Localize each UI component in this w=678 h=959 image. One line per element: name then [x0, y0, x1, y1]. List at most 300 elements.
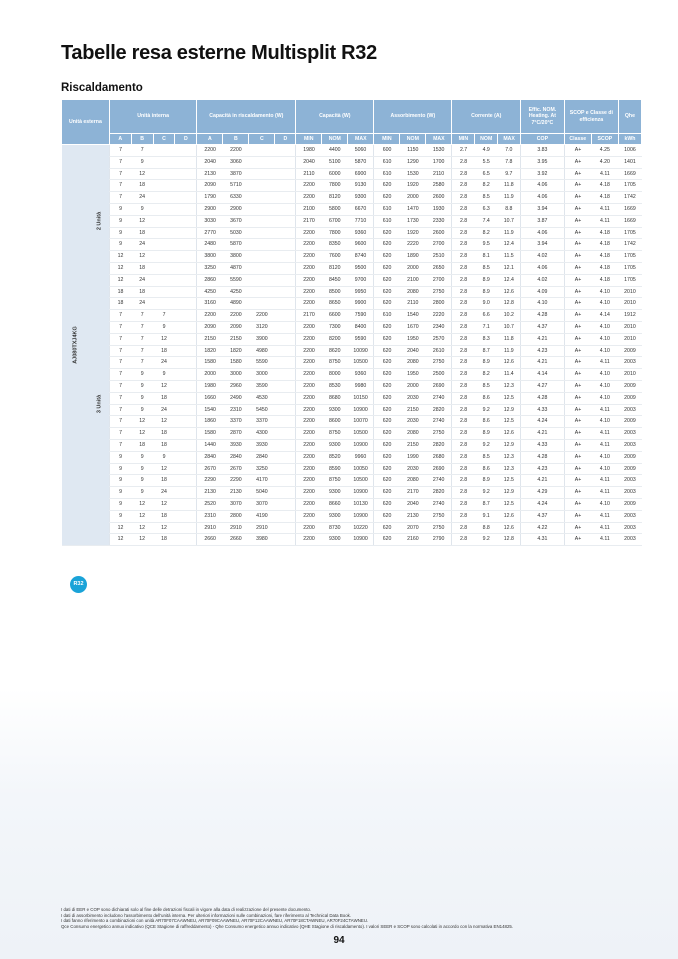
- table-cell: 2.8: [452, 522, 475, 534]
- table-cell: 2.8: [452, 286, 475, 298]
- table-cell: 12.6: [498, 428, 521, 440]
- table-cell: 9.7: [498, 168, 521, 180]
- subheader-cell: MAX: [348, 134, 374, 145]
- table-cell: 2003: [618, 475, 641, 487]
- table-cell: 2080: [400, 286, 426, 298]
- table-cell: 2170: [296, 215, 322, 227]
- table-cell: 8.5: [475, 451, 498, 463]
- table-cell: 3.94: [521, 203, 565, 215]
- table-cell: A+: [564, 522, 591, 534]
- header-unit-esterna: Unità esterna: [62, 100, 110, 145]
- table-cell: A+: [564, 404, 591, 416]
- table-cell: 3070: [249, 498, 275, 510]
- table-cell: 1669: [618, 203, 641, 215]
- table-cell: 1912: [618, 310, 641, 322]
- table-row: [62, 487, 642, 499]
- table-cell: 2.8: [452, 203, 475, 215]
- table-cell: 4170: [249, 475, 275, 487]
- table-cell: [249, 227, 275, 239]
- outdoor-unit-label: AJ080TXJ4KG: [72, 326, 79, 364]
- table-cell: 620: [374, 498, 400, 510]
- table-cell: [275, 498, 296, 510]
- table-row: [62, 156, 642, 168]
- table-cell: 2130: [400, 510, 426, 522]
- table-cell: 1890: [400, 251, 426, 263]
- table-cell: 12.5: [498, 475, 521, 487]
- table-cell: 7: [131, 357, 153, 369]
- table-cell: A+: [564, 451, 591, 463]
- table-cell: [175, 203, 197, 215]
- table-cell: 7: [109, 333, 131, 345]
- table-cell: [175, 475, 197, 487]
- table-cell: 12.6: [498, 286, 521, 298]
- table-cell: 1540: [400, 310, 426, 322]
- table-cell: [175, 168, 197, 180]
- table-cell: [249, 239, 275, 251]
- table-cell: 4.11: [591, 203, 618, 215]
- table-cell: A+: [564, 298, 591, 310]
- table-cell: 4.18: [591, 227, 618, 239]
- table-cell: 9: [109, 215, 131, 227]
- table-cell: 620: [374, 404, 400, 416]
- table-cell: 9300: [322, 510, 348, 522]
- table-cell: 2.8: [452, 298, 475, 310]
- table-cell: 2009: [618, 345, 641, 357]
- table-cell: A+: [564, 215, 591, 227]
- table-cell: 2750: [426, 286, 452, 298]
- table-cell: 18: [109, 286, 131, 298]
- table-row: [62, 298, 642, 310]
- table-cell: 2820: [426, 404, 452, 416]
- table-cell: 4.33: [521, 439, 565, 451]
- table-cell: 2.8: [452, 310, 475, 322]
- table-cell: 10220: [348, 522, 374, 534]
- table-cell: 7800: [322, 227, 348, 239]
- table-cell: 1705: [618, 262, 641, 274]
- table-cell: 2003: [618, 510, 641, 522]
- table-cell: [175, 522, 197, 534]
- table-cell: 2170: [296, 310, 322, 322]
- table-cell: 2009: [618, 380, 641, 392]
- table-cell: 4.02: [521, 274, 565, 286]
- table-cell: 620: [374, 369, 400, 381]
- table-cell: [249, 168, 275, 180]
- table-cell: [275, 321, 296, 333]
- table-cell: [175, 145, 197, 157]
- table-cell: 10900: [348, 487, 374, 499]
- table-cell: A+: [564, 510, 591, 522]
- table-cell: [175, 404, 197, 416]
- table-cell: 12: [131, 534, 153, 546]
- table-cell: 2820: [426, 487, 452, 499]
- subheader-cell: SCOP: [591, 134, 618, 145]
- table-cell: 2010: [618, 286, 641, 298]
- header-row-main: [62, 100, 642, 134]
- subheader-cell: D: [275, 134, 296, 145]
- table-cell: 9590: [348, 333, 374, 345]
- table-cell: 2670: [223, 463, 249, 475]
- table-cell: 4.23: [521, 463, 565, 475]
- table-cell: 2030: [400, 392, 426, 404]
- table-cell: 4.9: [475, 145, 498, 157]
- table-cell: 4.11: [591, 428, 618, 440]
- table-cell: 4.18: [591, 251, 618, 263]
- table-cell: [175, 380, 197, 392]
- table-cell: 10500: [348, 357, 374, 369]
- subheader-cell: B: [223, 134, 249, 145]
- table-cell: 1790: [197, 192, 223, 204]
- table-cell: [249, 180, 275, 192]
- table-cell: 24: [153, 487, 175, 499]
- table-row: [62, 345, 642, 357]
- subheader-cell: MIN: [296, 134, 322, 145]
- table-cell: 8.2: [475, 180, 498, 192]
- table-cell: 8750: [322, 357, 348, 369]
- table-cell: 2003: [618, 404, 641, 416]
- table-cell: [275, 215, 296, 227]
- table-cell: 7710: [348, 215, 374, 227]
- table-cell: 2.8: [452, 251, 475, 263]
- table-cell: 4.33: [521, 404, 565, 416]
- table-cell: 620: [374, 510, 400, 522]
- table-cell: 4.11: [591, 215, 618, 227]
- table-cell: [275, 522, 296, 534]
- table-cell: 8750: [322, 475, 348, 487]
- table-cell: 4.14: [591, 310, 618, 322]
- table-row: [62, 274, 642, 286]
- table-cell: 620: [374, 180, 400, 192]
- table-cell: 2200: [296, 404, 322, 416]
- table-cell: 620: [374, 534, 400, 546]
- table-cell: 2200: [296, 510, 322, 522]
- table-cell: 8.6: [475, 392, 498, 404]
- table-cell: 4.10: [521, 298, 565, 310]
- table-cell: 12: [131, 498, 153, 510]
- table-cell: [249, 262, 275, 274]
- subheader-cell: MIN: [374, 134, 400, 145]
- table-cell: 2690: [426, 380, 452, 392]
- table-cell: 2130: [197, 487, 223, 499]
- table-cell: 12: [109, 534, 131, 546]
- table-cell: 3.87: [521, 215, 565, 227]
- table-cell: 1705: [618, 227, 641, 239]
- table-cell: 11.9: [498, 227, 521, 239]
- table-cell: 3060: [223, 156, 249, 168]
- table-cell: 4250: [223, 286, 249, 298]
- table-cell: 18: [131, 180, 153, 192]
- table-cell: 12.1: [498, 262, 521, 274]
- header-unit-interna: Unità interna: [109, 100, 196, 134]
- table-cell: 12.5: [498, 392, 521, 404]
- table-cell: 1580: [197, 428, 223, 440]
- table-cell: 12.6: [498, 510, 521, 522]
- table-cell: 18: [131, 439, 153, 451]
- table-cell: [175, 298, 197, 310]
- table-cell: 2220: [400, 239, 426, 251]
- table-cell: 4.11: [591, 439, 618, 451]
- table-cell: 3250: [249, 463, 275, 475]
- table-cell: 5710: [223, 180, 249, 192]
- table-cell: 24: [153, 404, 175, 416]
- table-cell: 9: [109, 463, 131, 475]
- table-cell: [153, 156, 175, 168]
- table-cell: 12: [153, 333, 175, 345]
- table-cell: 2080: [400, 357, 426, 369]
- table-cell: 2200: [223, 310, 249, 322]
- table-cell: 6.6: [475, 310, 498, 322]
- section-subtitle: Riscaldamento: [61, 82, 143, 94]
- table-cell: 1700: [426, 156, 452, 168]
- table-cell: A+: [564, 180, 591, 192]
- table-cell: [275, 392, 296, 404]
- table-cell: 12.5: [498, 498, 521, 510]
- table-cell: 4.28: [521, 451, 565, 463]
- table-cell: 12: [153, 380, 175, 392]
- table-cell: 10150: [348, 392, 374, 404]
- table-cell: 11.8: [498, 333, 521, 345]
- table-cell: 4190: [249, 510, 275, 522]
- subheader-cell: kWh: [618, 134, 641, 145]
- table-cell: 7: [109, 345, 131, 357]
- table-cell: 12.4: [498, 239, 521, 251]
- table-cell: 8.1: [475, 251, 498, 263]
- table-cell: 3.95: [521, 156, 565, 168]
- table-cell: [175, 463, 197, 475]
- table-cell: 9: [131, 203, 153, 215]
- table-cell: 4.18: [591, 192, 618, 204]
- table-cell: [175, 321, 197, 333]
- table-cell: 18: [131, 227, 153, 239]
- table-cell: 600: [374, 145, 400, 157]
- table-cell: 4.10: [591, 333, 618, 345]
- table-cell: [275, 380, 296, 392]
- table-cell: 1669: [618, 168, 641, 180]
- table-cell: [175, 416, 197, 428]
- table-cell: 10900: [348, 534, 374, 546]
- table-cell: [175, 369, 197, 381]
- table-cell: 2200: [296, 534, 322, 546]
- table-cell: A+: [564, 321, 591, 333]
- header-effic: Effic. NOM. Heating. At 7°C/20°C: [521, 100, 565, 134]
- table-row: [62, 380, 642, 392]
- table-cell: 2003: [618, 428, 641, 440]
- table-cell: 2750: [426, 428, 452, 440]
- table-cell: 2200: [296, 286, 322, 298]
- table-cell: [175, 333, 197, 345]
- table-cell: 620: [374, 357, 400, 369]
- table-cell: 7: [109, 310, 131, 322]
- table-cell: 4.21: [521, 333, 565, 345]
- table-cell: 610: [374, 215, 400, 227]
- table-cell: 3870: [223, 168, 249, 180]
- r32-badge: R32: [70, 576, 87, 593]
- table-cell: 4.18: [591, 239, 618, 251]
- table-cell: A+: [564, 262, 591, 274]
- table-cell: [275, 333, 296, 345]
- table-row: [62, 534, 642, 546]
- table-cell: [275, 404, 296, 416]
- table-cell: 2860: [197, 274, 223, 286]
- table-cell: 2200: [296, 180, 322, 192]
- table-cell: [275, 357, 296, 369]
- table-cell: 12.8: [498, 534, 521, 546]
- table-cell: 9: [153, 451, 175, 463]
- table-cell: 12: [153, 522, 175, 534]
- subheader-cell: D: [175, 134, 197, 145]
- table-row: [62, 286, 642, 298]
- table-cell: 1950: [400, 369, 426, 381]
- table-row: [62, 321, 642, 333]
- table-cell: [249, 274, 275, 286]
- table-cell: 2090: [197, 321, 223, 333]
- table-cell: 620: [374, 345, 400, 357]
- table-cell: A+: [564, 145, 591, 157]
- table-cell: 620: [374, 286, 400, 298]
- table-cell: A+: [564, 239, 591, 251]
- table-cell: [275, 180, 296, 192]
- table-cell: 12: [109, 274, 131, 286]
- table-cell: 12: [109, 262, 131, 274]
- table-cell: 9: [131, 475, 153, 487]
- table-cell: [175, 286, 197, 298]
- table-cell: 620: [374, 416, 400, 428]
- table-cell: 8.9: [475, 475, 498, 487]
- table-cell: 2200: [296, 274, 322, 286]
- table-cell: 7: [109, 145, 131, 157]
- table-cell: 7.4: [475, 215, 498, 227]
- table-cell: 2.8: [452, 345, 475, 357]
- table-cell: A+: [564, 286, 591, 298]
- table-cell: [275, 534, 296, 546]
- table-cell: 1920: [400, 227, 426, 239]
- table-cell: [275, 203, 296, 215]
- table-cell: 1470: [400, 203, 426, 215]
- table-cell: [175, 262, 197, 274]
- table-cell: [175, 498, 197, 510]
- table-cell: 2030: [400, 416, 426, 428]
- table-cell: 2009: [618, 392, 641, 404]
- table-cell: 2100: [400, 274, 426, 286]
- table-cell: 18: [153, 392, 175, 404]
- table-cell: 8.2: [475, 227, 498, 239]
- table-cell: 4.06: [521, 262, 565, 274]
- table-cell: 4.09: [521, 286, 565, 298]
- table-row: [62, 369, 642, 381]
- table-cell: 2290: [197, 475, 223, 487]
- table-cell: 8.8: [475, 522, 498, 534]
- table-cell: [175, 510, 197, 522]
- table-cell: 2.8: [452, 380, 475, 392]
- table-cell: 4.11: [591, 475, 618, 487]
- table-cell: 2.8: [452, 239, 475, 251]
- table-cell: [275, 428, 296, 440]
- subheader-cell: C: [249, 134, 275, 145]
- table-cell: 12: [131, 168, 153, 180]
- table-cell: 7: [131, 333, 153, 345]
- table-cell: 4.37: [521, 321, 565, 333]
- subheader-cell: Classe: [564, 134, 591, 145]
- outdoor-unit-cell: [62, 145, 110, 546]
- table-row: [62, 463, 642, 475]
- table-cell: 9960: [348, 451, 374, 463]
- table-cell: 2000: [197, 369, 223, 381]
- table-cell: 2200: [296, 192, 322, 204]
- table-cell: 2.8: [452, 262, 475, 274]
- table-cell: 5870: [223, 239, 249, 251]
- table-cell: 2.8: [452, 451, 475, 463]
- table-cell: 3.94: [521, 239, 565, 251]
- table-cell: 9130: [348, 180, 374, 192]
- table-cell: 4.28: [521, 310, 565, 322]
- header-corrente: Corrente (A): [452, 100, 521, 134]
- table-cell: A+: [564, 333, 591, 345]
- table-cell: 2200: [296, 439, 322, 451]
- table-cell: 2110: [426, 168, 452, 180]
- table-cell: 3000: [249, 369, 275, 381]
- table-cell: 1742: [618, 192, 641, 204]
- table-cell: 4400: [322, 145, 348, 157]
- table-cell: 18: [153, 345, 175, 357]
- table-cell: 2200: [296, 487, 322, 499]
- footnote: I dati di EER e COP sono dichiarati solo al fine delle detrazioni fiscali in vigore alla data di realizzazione del presente documento.: [61, 907, 312, 912]
- table-cell: 9: [109, 203, 131, 215]
- table-cell: 8120: [322, 192, 348, 204]
- table-row: [62, 192, 642, 204]
- table-row: [62, 392, 642, 404]
- table-cell: 2.8: [452, 357, 475, 369]
- table-cell: 2.8: [452, 404, 475, 416]
- header-scop-classe: SCOP e Classe di efficienza: [564, 100, 618, 134]
- table-cell: [275, 475, 296, 487]
- table-cell: [275, 251, 296, 263]
- table-cell: 2200: [296, 498, 322, 510]
- table-cell: 2900: [197, 203, 223, 215]
- subheader-cell: C: [153, 134, 175, 145]
- table-cell: 3670: [223, 215, 249, 227]
- table-cell: 2003: [618, 534, 641, 546]
- table-cell: 9: [131, 380, 153, 392]
- table-cell: 4.10: [591, 392, 618, 404]
- table-cell: 8730: [322, 522, 348, 534]
- table-cell: 8.9: [475, 286, 498, 298]
- table-cell: [175, 392, 197, 404]
- table-cell: 2840: [223, 451, 249, 463]
- table-cell: 4.10: [591, 416, 618, 428]
- table-cell: 4300: [249, 428, 275, 440]
- table-cell: 2340: [426, 321, 452, 333]
- table-cell: 4.10: [591, 298, 618, 310]
- table-cell: [175, 310, 197, 322]
- table-cell: 2660: [223, 534, 249, 546]
- table-cell: [249, 203, 275, 215]
- table-cell: 1730: [400, 215, 426, 227]
- header-row-sub: [62, 134, 642, 145]
- table-row: [62, 262, 642, 274]
- table-cell: 4.24: [521, 416, 565, 428]
- table-cell: 2003: [618, 522, 641, 534]
- table-cell: 12: [131, 522, 153, 534]
- table-cell: 9500: [348, 262, 374, 274]
- table-cell: 4.29: [521, 487, 565, 499]
- table-body: [62, 145, 642, 546]
- table-cell: 7600: [322, 251, 348, 263]
- table-row: [62, 310, 642, 322]
- table-cell: 2009: [618, 463, 641, 475]
- table-cell: 2070: [400, 522, 426, 534]
- table-cell: 2.8: [452, 510, 475, 522]
- table-cell: 2750: [426, 510, 452, 522]
- table-cell: 4.18: [591, 274, 618, 286]
